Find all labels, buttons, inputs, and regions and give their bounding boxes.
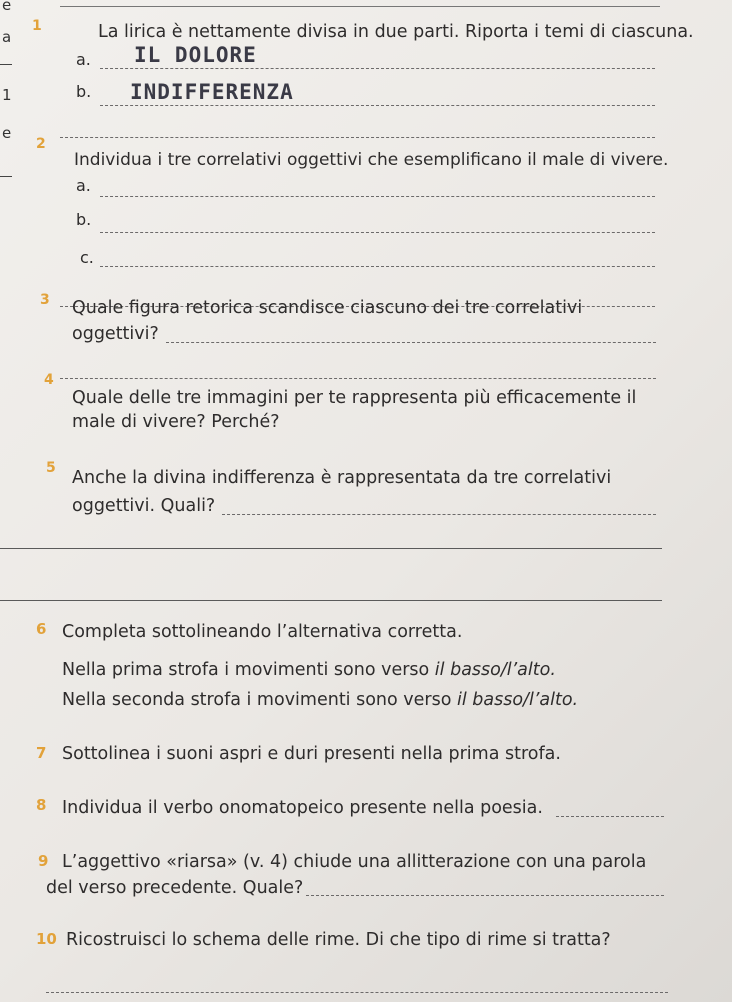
answer-label: b. xyxy=(76,210,92,229)
answer-line xyxy=(100,266,655,267)
question-5-line-2: oggettivi. Quali? xyxy=(72,496,216,516)
question-number: 8 xyxy=(36,796,47,814)
choice-options[interactable]: il basso/l’alto. xyxy=(457,690,579,710)
answer-line xyxy=(100,105,655,106)
question-6-sentence-1 xyxy=(62,660,556,680)
handwritten-answer[interactable]: INDIFFERENZA xyxy=(130,80,294,104)
answer-line xyxy=(60,137,655,138)
question-7-text: Sottolinea i suoni aspri e duri presenti nella prima strofa. xyxy=(62,744,561,764)
question-number: 7 xyxy=(36,744,47,762)
question-number: 4 xyxy=(44,372,54,388)
answer-line xyxy=(556,816,664,817)
question-3-line-1: Quale figura retorica scandisce ciascuno dei tre correlativi xyxy=(72,298,583,318)
question-3-line-2: oggettivi? xyxy=(72,324,159,344)
answer-line xyxy=(166,342,656,343)
question-number: 1 xyxy=(32,18,42,34)
answer-line xyxy=(60,378,656,379)
answer-line xyxy=(0,600,662,601)
question-number: 5 xyxy=(46,460,56,476)
question-number: 10 xyxy=(36,930,57,948)
question-4-line-1: Quale delle tre immagini per te rappresenta più efficacemente il xyxy=(72,388,637,408)
question-9-line-2: del verso precedente. Quale? xyxy=(46,878,304,898)
question-number: 9 xyxy=(38,852,49,870)
answer-line xyxy=(46,992,668,993)
question-8-text: Individua il verbo onomatopeico presente nella poesia. xyxy=(62,798,543,818)
margin-divider xyxy=(0,176,12,177)
margin-mark: e xyxy=(2,0,12,14)
sentence-prefix: Nella prima strofa i movimenti sono verso xyxy=(62,660,435,680)
answer-label: a. xyxy=(76,176,91,195)
question-1-text: La lirica è nettamente divisa in due parti. Riporta i temi di ciascuna. xyxy=(98,22,694,42)
margin-mark: e xyxy=(2,124,12,142)
margin-mark: a xyxy=(2,28,12,46)
question-number: 2 xyxy=(36,136,46,152)
sentence-prefix: Nella seconda strofa i movimenti sono verso xyxy=(62,690,457,710)
answer-line xyxy=(0,548,662,549)
choice-options[interactable]: il basso/l’alto. xyxy=(434,660,556,680)
answer-line xyxy=(100,196,655,197)
question-number: 3 xyxy=(40,292,50,308)
margin-divider xyxy=(0,64,12,65)
answer-label: a. xyxy=(76,50,91,69)
top-rule xyxy=(60,6,660,7)
answer-line xyxy=(306,895,664,896)
answer-label: b. xyxy=(76,82,92,101)
answer-label: c. xyxy=(80,248,94,267)
question-number: 6 xyxy=(36,620,47,638)
answer-line xyxy=(222,514,656,515)
answer-line xyxy=(100,68,655,69)
question-5-line-1: Anche la divina indifferenza è rappresentata da tre correlativi xyxy=(72,468,612,488)
margin-mark: 1 xyxy=(2,86,12,104)
question-6-sentence-2 xyxy=(62,690,578,710)
question-9-line-1: L’aggettivo «riarsa» (v. 4) chiude una allitterazione con una parola xyxy=(62,852,647,872)
question-6-text: Completa sottolineando l’alternativa corretta. xyxy=(62,622,463,642)
answer-line xyxy=(100,232,655,233)
question-2-text: Individua i tre correlativi oggettivi che esemplificano il male di vivere. xyxy=(74,150,669,170)
handwritten-answer[interactable]: IL DOLORE xyxy=(134,43,257,67)
question-4-line-2: male di vivere? Perché? xyxy=(72,412,280,432)
question-10-text: Ricostruisci lo schema delle rime. Di che tipo di rime si tratta? xyxy=(66,930,611,950)
